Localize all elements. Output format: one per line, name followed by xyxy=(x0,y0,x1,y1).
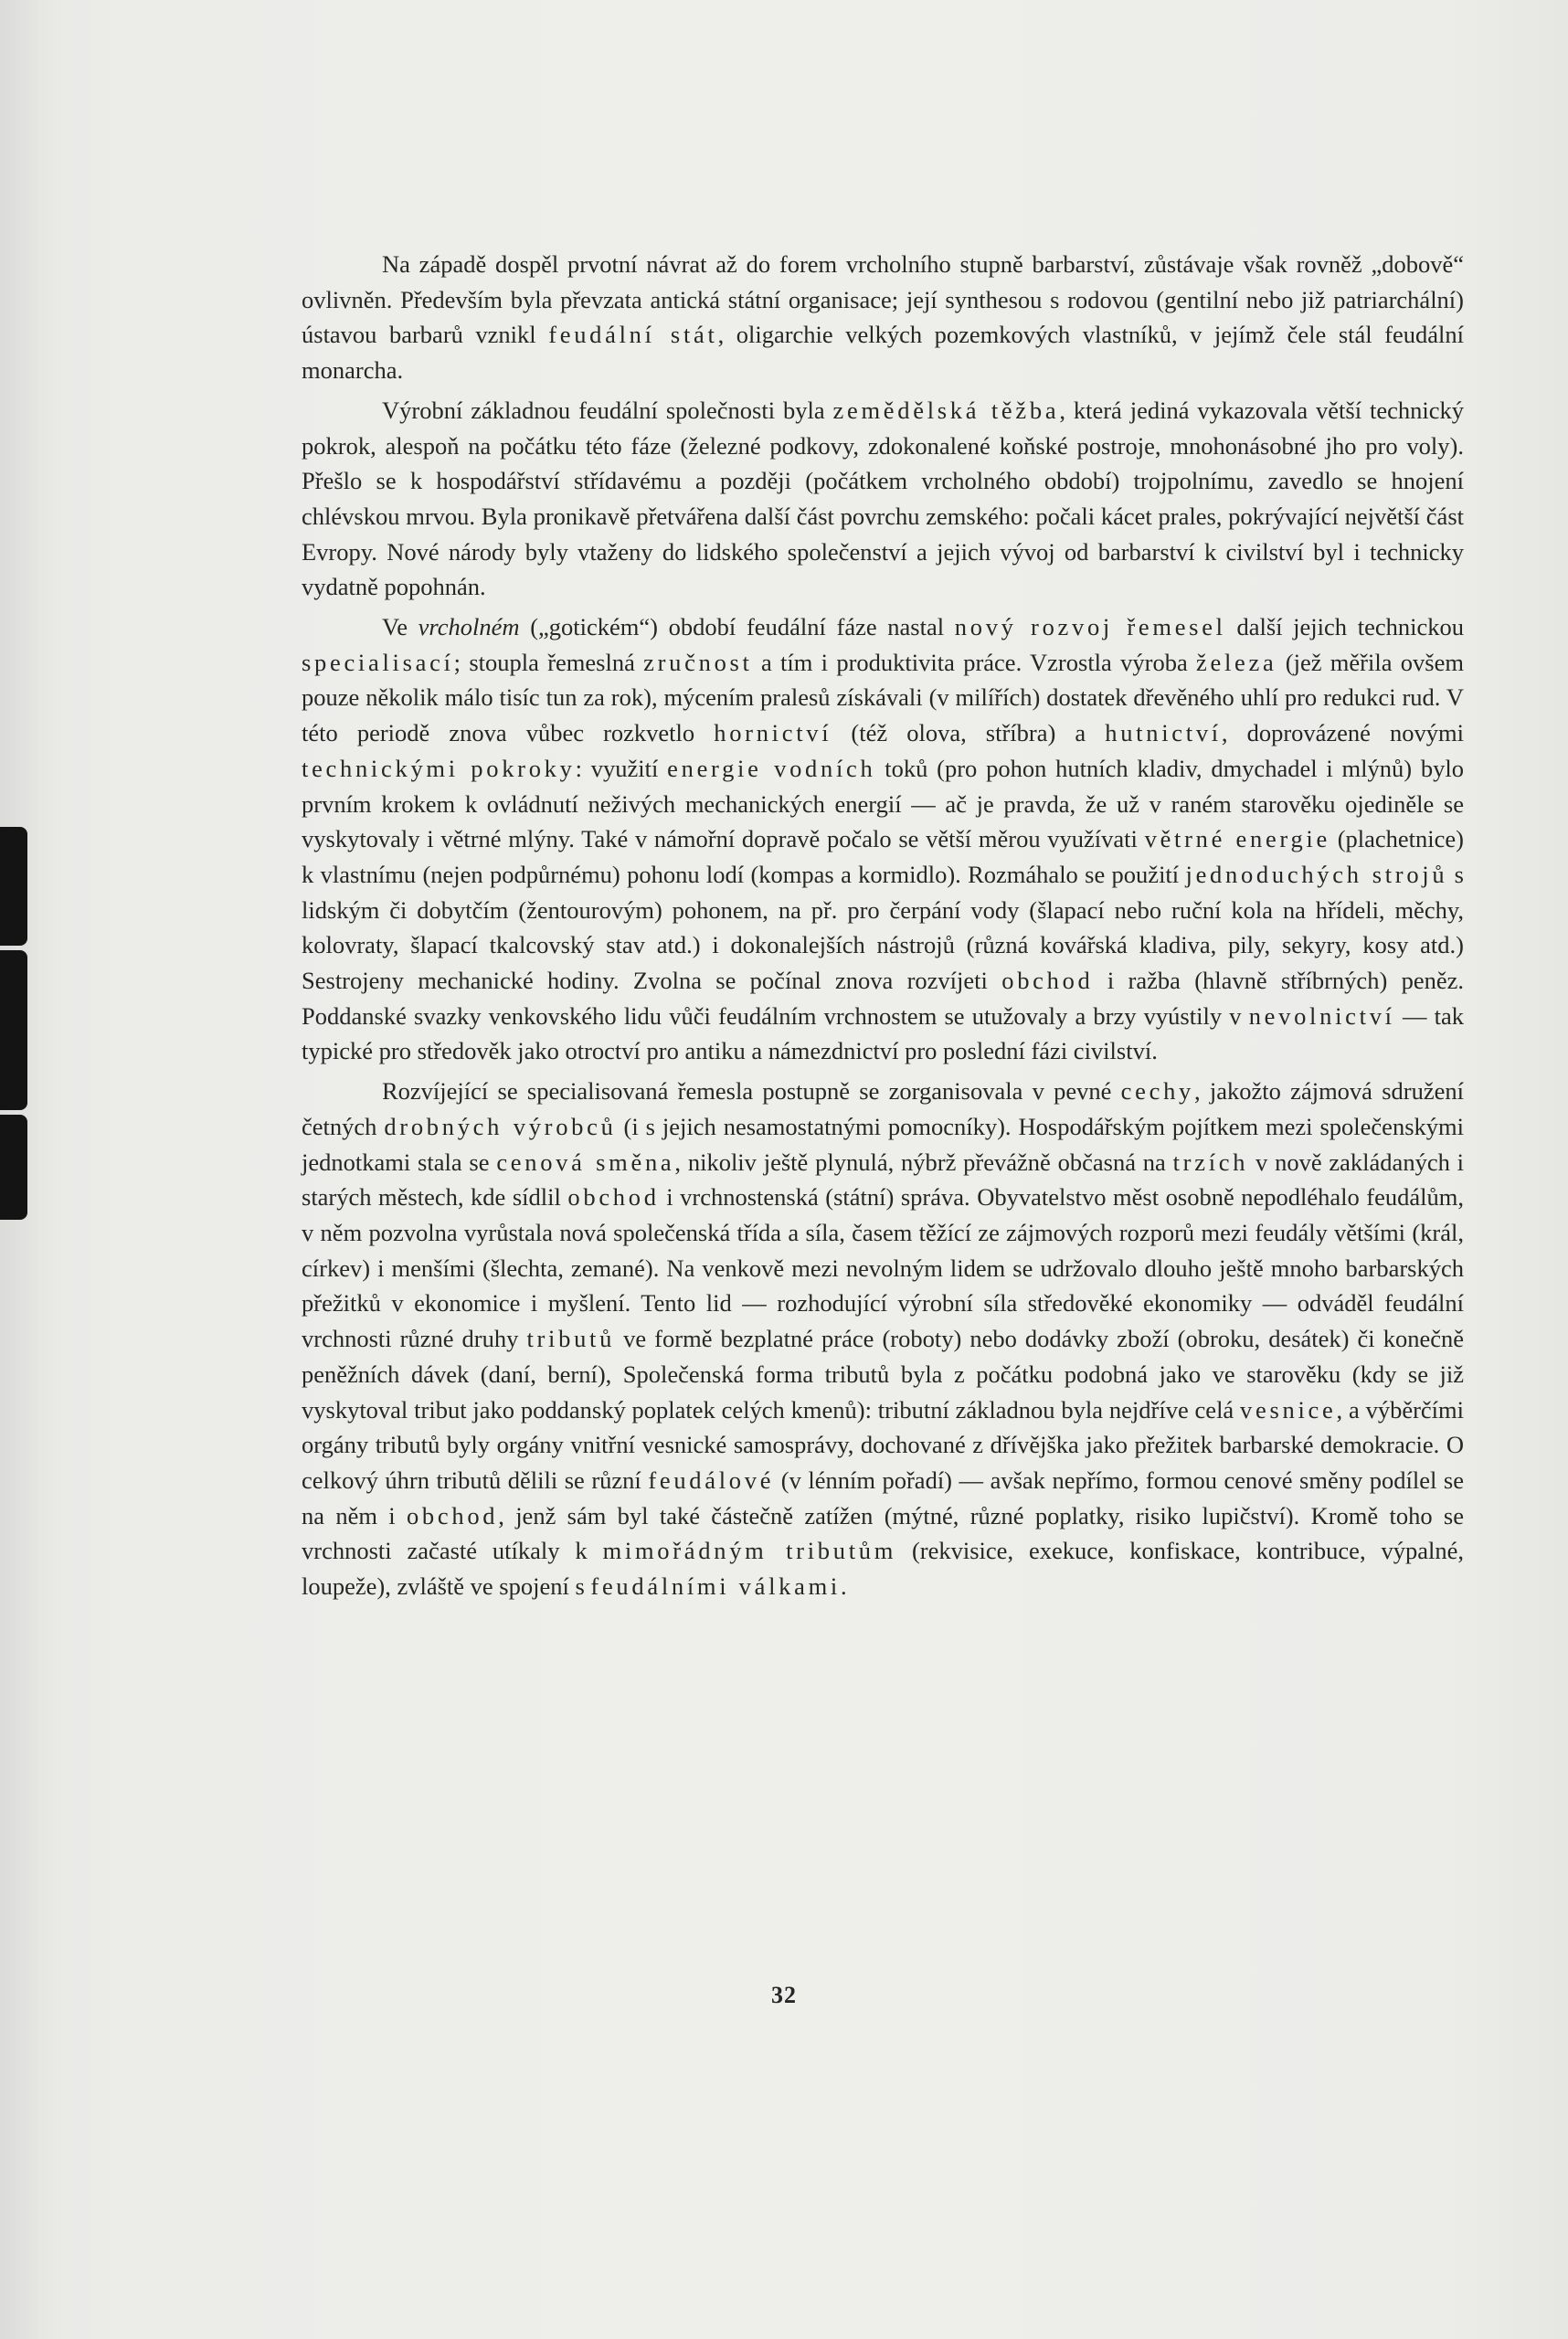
text-run: („gotickém“) období feudální fáze nastal xyxy=(519,613,955,641)
text-run: . xyxy=(841,1572,847,1601)
text-run: (též olova, stříbra) a xyxy=(832,719,1106,747)
text-run: (rekvisice, exekuce, konfiskace, kontribuce, výpalné, loupeže), zvláště ve spojení s xyxy=(302,1537,1464,1601)
text-run: Ve xyxy=(382,613,418,641)
emphasis-text: zručnost xyxy=(643,648,753,676)
emphasis-text: hutnictví xyxy=(1105,719,1222,747)
paragraph xyxy=(302,1074,1464,1604)
text-run: (jež měřila ovšem pouze několik málo tisíc tun za rok), mýcením pralesů získávali (v milířích) dostatek dřevěného uhlí pro redukci rud. V této periodě znova vůbec rozkvetlo xyxy=(302,648,1464,747)
emphasis-text: obchod xyxy=(567,1183,660,1212)
emphasis-text: obchod xyxy=(1001,967,1094,995)
text-run: (plachetnice) k vlastnímu (nejen podpůrnému) pohonu lodí (kompas a kormidlo). Rozmáhalo se použití xyxy=(302,825,1464,888)
emphasis-text: nový rozvoj řemesel xyxy=(954,613,1226,641)
emphasis-text: cechy xyxy=(1120,1077,1195,1106)
binding-clip xyxy=(0,827,27,946)
emphasis-text: hornictví xyxy=(714,719,832,747)
emphasis-text: větrné energie xyxy=(1144,825,1330,853)
text-run: další jejich technickou xyxy=(1225,613,1464,641)
text-run: , a výběrčími orgány tributů byly orgány vnitřní vesnické samosprávy, dochované z dřívějška jako přežitek barbarské demokracie. O celkový úhrn tributů dělili se různí xyxy=(302,1395,1464,1494)
emphasis-text: feudálové xyxy=(648,1466,775,1494)
text-run: ; stoupla řemeslná xyxy=(453,648,644,676)
emphasis-text: jednoduchých strojů xyxy=(1185,860,1448,888)
text-run: Na západě dospěl prvotní návrat až do forem vrcholního stupně barbarství, zůstávaje však rovněž „dobově“ ovlivněn. Především byla převzata antická státní organisace; její synthesou s rodovou (gentilní nebo již patriarchální) ústavou barbarů vznikl xyxy=(302,250,1464,349)
paragraph xyxy=(302,247,1464,388)
emphasis-text: energie vodních xyxy=(667,754,876,782)
text-run: , nikoliv ještě plynulá, nýbrž převážně občasná na xyxy=(674,1148,1173,1176)
text-run: (i s jejich nesamostatnými pomocníky). Hospodářským pojítkem mezi společenskými jednotkami stala se xyxy=(302,1112,1464,1176)
text-run: , jenž sám byl také částečně zatížen (mýtné, různé poplatky, risiko lupičství). Kromě toho se vrchnosti začasté utíkaly k xyxy=(302,1501,1464,1565)
text-run: , doprovázené novými xyxy=(1221,719,1464,747)
page-number: 32 xyxy=(771,1982,797,2008)
emphasis-text: feudálními válkami xyxy=(590,1572,841,1601)
emphasis-text: nevolnictví xyxy=(1248,1001,1395,1030)
emphasis-text: feudální stát xyxy=(548,321,718,349)
text-run: , jakožto zájmová sdružení četných xyxy=(302,1077,1464,1140)
text-run: v nově zakládaných i starých městech, kde sídlil xyxy=(302,1148,1464,1212)
text-run: s lidským či dobytčím (žentourovým) pohonem, na př. pro čerpání vody (šlapací nebo ruční kola na hřídeli, měchy, kolovraty, šlapací tkalcovský stav atd.) i dokonalejších nástrojů (různá kovářská kladiva, pily, sekyry, kosy atd.) Sestrojeny mechanické hodiny. Zvolna se počínal znova rozvíjeti xyxy=(302,860,1464,995)
emphasis-text: obchod xyxy=(406,1501,499,1529)
text-run: a tím i produktivita práce. Vzrostla výroba xyxy=(752,648,1197,676)
body-text xyxy=(302,247,1464,1604)
italic-text: vrcholném xyxy=(418,613,520,641)
emphasis-text: technickými pokroky xyxy=(302,754,576,782)
paragraph xyxy=(302,393,1464,605)
text-run: — tak typické pro středověk jako otroctví pro antiku a námezdnictví pro poslední fázi civilství. xyxy=(302,1001,1465,1065)
paragraph xyxy=(302,609,1464,1069)
emphasis-text: vesnice xyxy=(1240,1395,1337,1424)
emphasis-text: drobných výrobců xyxy=(384,1112,617,1140)
text-run: : využití xyxy=(575,754,668,782)
emphasis-text: trzích xyxy=(1172,1148,1249,1176)
text-run: Výrobní základnou feudální společnosti byla xyxy=(382,396,833,424)
emphasis-text: cenová směna xyxy=(496,1148,675,1176)
text-run: toků (pro pohon hutních kladiv, dmychadel i mlýnů) bylo prvním krokem k ovládnutí neživých mechanických energií — ač je pravda, že už v raném starověku ojediněle se vyskytovaly i větrné mlýny. Také v námořní dopravě počalo se větší měrou využívati xyxy=(302,754,1464,853)
text-run: ve formě bezplatné práce (roboty) nebo dodávky zboží (obroku, desátek) či konečně peněžních dávek (daní, berní), Společenská forma tributů byla z počátku podobná jako ve starověku (kdy se již vyskytoval tribut jako poddanský poplatek celých kmenů): tributní základnou byla nejdříve celá xyxy=(302,1325,1464,1424)
emphasis-text: specialisací xyxy=(302,648,454,676)
text-run: (v lénním pořadí) — avšak nepřímo, formou cenové směny podílel se na něm i xyxy=(302,1466,1464,1529)
text-run: i ražba (hlavně stříbrných) peněz. Poddanské svazky venkovského lidu vůči feudálním vrchnostem se utužovaly a brzy vyústily v xyxy=(302,967,1465,1030)
text-run: , oligarchie velkých pozemkových vlastníků, v jejímž čele stál feudální monarcha. xyxy=(302,321,1464,385)
emphasis-text: mimořádným tributům xyxy=(602,1537,897,1565)
binding-clip xyxy=(0,1115,27,1220)
emphasis-text: tributů xyxy=(526,1325,616,1353)
binding-clip xyxy=(0,950,27,1110)
emphasis-text: železa xyxy=(1196,648,1277,676)
text-run: Rozvíjející se specialisovaná řemesla postupně se zorganisovala v pevné xyxy=(382,1077,1121,1106)
emphasis-text: zemědělská těžba xyxy=(832,396,1060,424)
text-run: , která jediná vykazovala větší technický pokrok, alespoň na počátku této fáze (železné podkovy, zdokonalené koňské postroje, mnohonásobné jho pro voly). Přešlo se k hospodářství střídavému a později (počátkem vrcholného období) trojpolnímu, zavedlo se hnojení chlévskou mrvou. Byla pronikavě přetvářena další část povrchu zemského: počali kácet prales, pokrývající největší část Evropy. Nové národy byly vtaženy do lidského společenství a jejich vývoj od barbarství k civilství byl i technicky vydatně popohnán. xyxy=(302,396,1464,601)
text-run: i vrchnostenská (státní) správa. Obyvatelstvo měst osobně nepodléhalo feudálům, v něm pozvolna vyrůstala nová společenská třída a síla, časem těžící ze zájmových rozporů mezi feudály většími (král, církev) i menšími (šlechta, zemané). Na venkově mezi nevolným lidem se udržovalo dlouho ještě mnoho barbarských přežitků v ekonomice i myšlení. Tento lid — rozhodující výrobní síla středověké ekonomiky — odváděl feudální vrchnosti různé druhy xyxy=(302,1183,1464,1353)
